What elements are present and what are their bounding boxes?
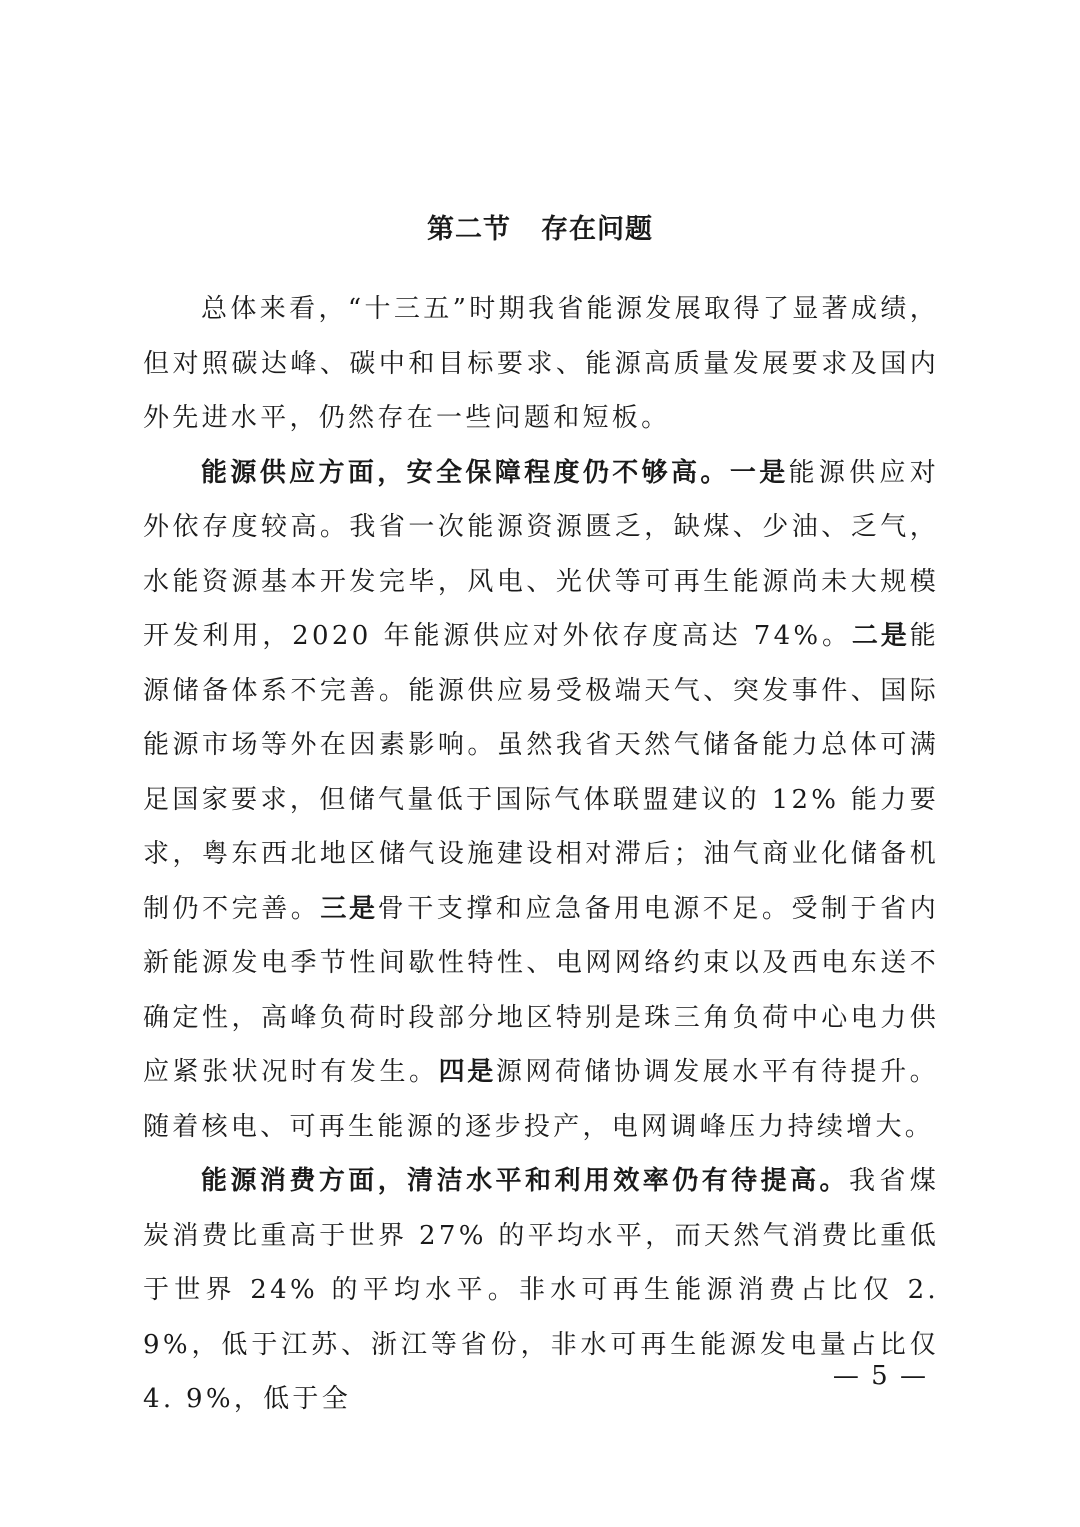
- paragraph-text: 总体来看，“十三五”时期我省能源发展取得了显著成绩，但对照碳达峰、碳中和目标要求、能源高质量发展要求及国内外先进水平，仍然存在一些问题和短板。: [143, 294, 939, 433]
- point-marker-1: 一是: [729, 457, 789, 488]
- point-text-2: 能源储备体系不完善。能源供应易受极端天气、突发事件、国际能源市场等外在因素影响。虽然我省天然气储备能力总体可满足国家要求，但储气量低于国际气体联盟建议的 12% 能力要求，粤东西北地区储气设施建设相对滞后；油气商业化储备机制仍不完善。: [143, 621, 939, 924]
- paragraph-lead-heading: 能源消费方面，清洁水平和利用效率仍有待提高。: [201, 1166, 849, 1196]
- point-marker-4: 四是: [438, 1057, 496, 1087]
- section-number: 第二节: [427, 214, 511, 245]
- point-marker-3: 三是: [320, 893, 378, 924]
- point-text-4: 源网荷储协调发展水平有待提升。随着核电、可再生能源的逐步投产，电网调峰压力持续增大。: [143, 1057, 939, 1142]
- page-number: — 5 —: [832, 1361, 928, 1391]
- paragraph-text: 我省煤炭消费比重高于世界 27% 的平均水平，而天然气消费比重低于世界 24% 的平均水平。非水可再生能源消费占比仅 2. 9%，低于江苏、浙江等省份，非水可再生能源发电量占比仅 4. 9%，低于全: [143, 1166, 939, 1414]
- point-text-3: 骨干支撑和应急备用电源不足。受制于省内新能源发电季节性间歇性特性、电网网络约束以及西电东送不确定性，高峰负荷时段部分地区特别是珠三角负荷中心电力供应紧张状况时有发生。: [143, 893, 939, 1087]
- section-title: [0, 206, 1080, 254]
- paragraph-lead-heading: 能源供应方面，安全保障程度仍不够高。: [201, 457, 730, 488]
- point-text-1: 能源供应对外依存度较高。我省一次能源资源匮乏，缺煤、少油、乏气，水能资源基本开发完毕，风电、光伏等可再生能源尚未大规模开发利用，2020 年能源供应对外依存度高达 74%。: [143, 457, 939, 651]
- section-heading: 存在问题: [541, 214, 653, 245]
- paragraph-energy-supply: [143, 446, 939, 1155]
- body-text: [143, 282, 939, 1427]
- point-marker-2: 二是: [851, 621, 910, 651]
- paragraph-overview: [143, 282, 939, 446]
- paragraph-energy-consumption: [143, 1154, 939, 1427]
